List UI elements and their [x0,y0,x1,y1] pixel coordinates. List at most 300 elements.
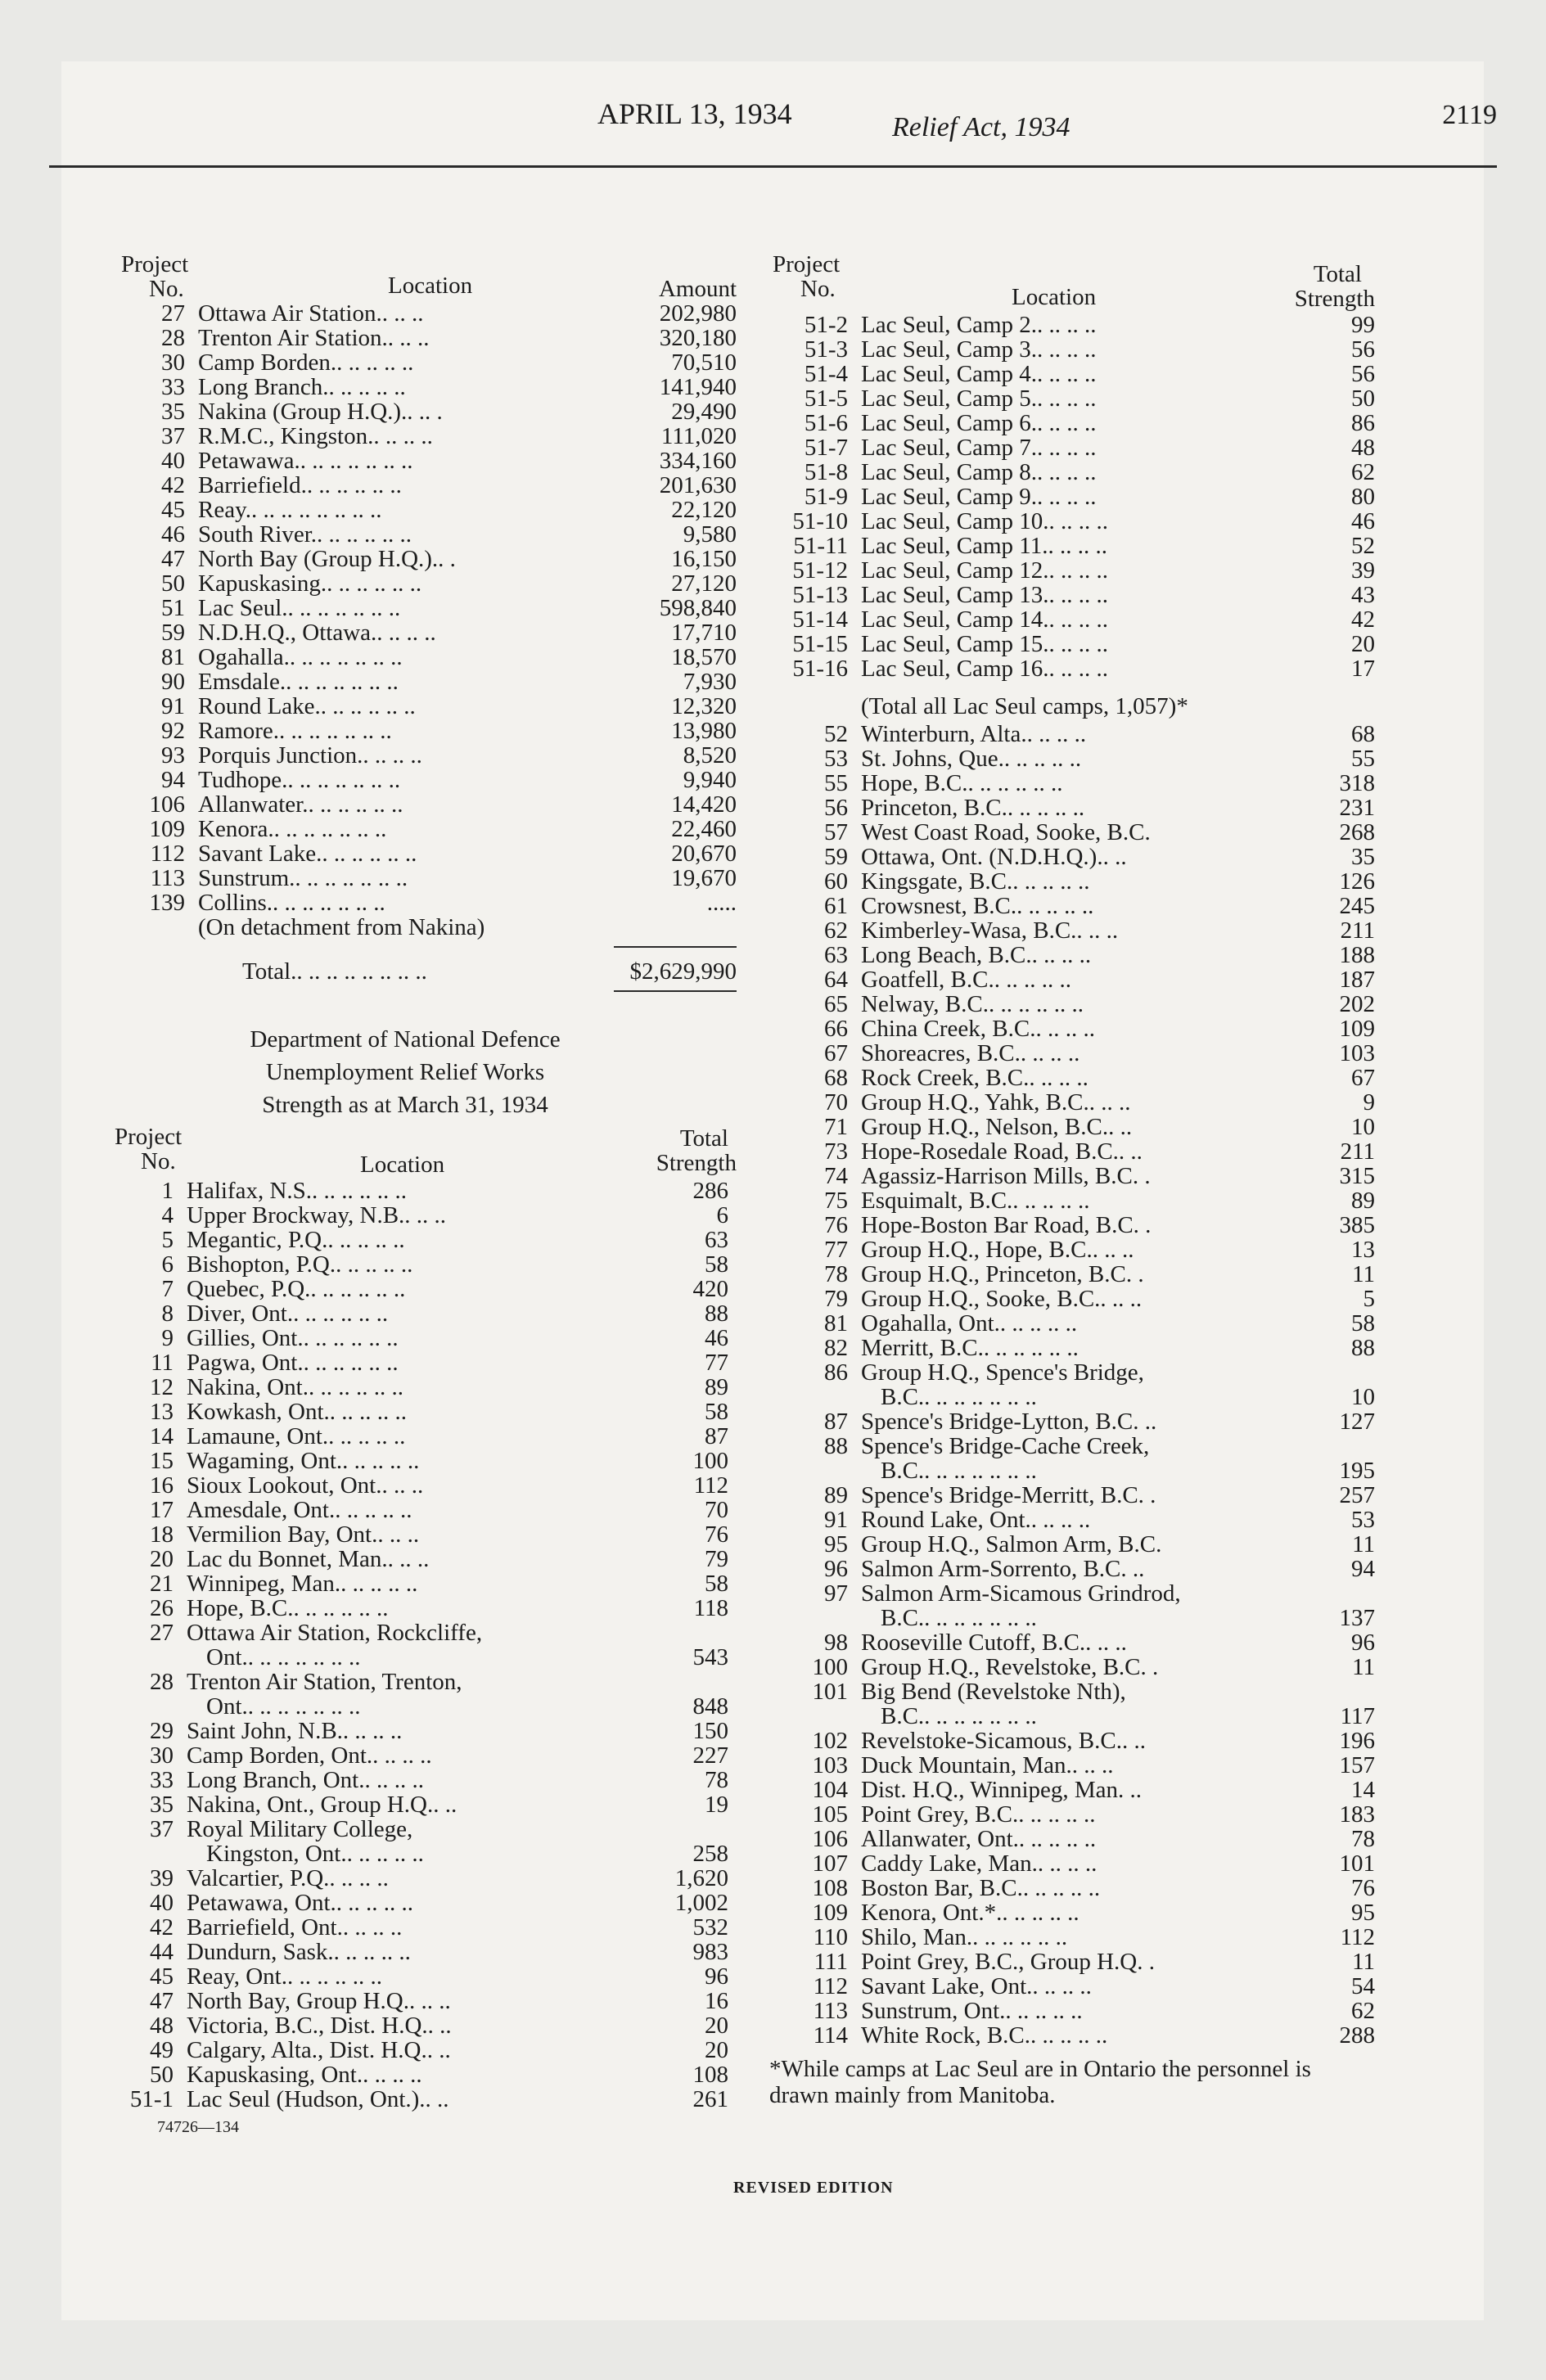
location: Salmon Arm-Sorrento, B.C. .. [861,1557,1145,1581]
strength-row [769,485,1375,509]
amount-row [115,817,737,841]
strength-row [769,2023,1375,2048]
strength-value: 315 [1339,1163,1375,1189]
strength-value: 96 [705,1963,728,1990]
amount-value: 202,980 [659,300,737,327]
strength-value: 13 [1351,1237,1375,1263]
strength-row [115,1424,728,1449]
left-column [115,252,737,2137]
col-location-label: Location [388,273,473,299]
dept-heading [115,1023,737,1121]
strength-row [769,313,1375,337]
project-number: 111 [814,1949,848,1975]
strength-value: 17 [1351,656,1375,682]
strength-value: 258 [692,1841,728,1867]
amount-value: 598,840 [659,595,737,621]
strength-value: 56 [1351,336,1375,363]
total-label: Total.. .. .. .. .. .. .. .. [242,959,427,984]
location: Reay, Ont.. .. .. .. .. .. [187,1964,382,1989]
strength-value: 5 [1363,1286,1375,1312]
project-number: 101 [812,1679,848,1705]
project-number: 15 [150,1448,174,1474]
strength-row [769,1360,1375,1409]
strength-value: 9 [1363,1089,1375,1116]
project-number: 4 [161,1202,174,1228]
strength-row [769,967,1375,992]
right-col-location-label: Location [1012,284,1097,310]
location: Kenora.. .. .. .. .. .. .. [198,817,387,841]
location: Kowkash, Ont.. .. .. .. .. [187,1400,408,1424]
right-table-header [769,251,1375,312]
strength-row [115,1301,728,1326]
project-number: 21 [150,1571,174,1597]
strength-row [115,1792,728,1817]
strength-col-project-label: Project [115,1124,183,1150]
project-number: 139 [149,890,185,916]
location: Lac Seul.. .. .. .. .. .. .. [198,596,401,620]
location: Boston Bar, B.C.. .. .. .. .. [861,1876,1101,1900]
location: Wagaming, Ont.. .. .. .. .. [187,1449,420,1473]
strength-value: 11 [1352,1949,1375,1975]
amount-row [115,547,737,571]
project-number: 51-3 [804,336,848,363]
project-number: 18 [150,1521,174,1548]
project-number: 114 [813,2022,848,2049]
strength-row [115,1252,728,1277]
location: Lac Seul (Hudson, Ont.).. .. [187,2087,449,2112]
strength-table-header [115,1125,737,1179]
location: Lac Seul, Camp 9.. .. .. .. [861,485,1097,509]
strength-value: 318 [1339,770,1375,796]
strength-row [115,1866,728,1891]
strength-value: 109 [1339,1016,1375,1042]
strength-row [769,894,1375,918]
project-number: 113 [813,1998,848,2024]
strength-row [115,1964,728,1989]
right-col-strength-label: Strength [1294,286,1375,312]
location: Megantic, P.Q.. .. .. .. .. [187,1228,405,1252]
strength-value: 96 [1351,1629,1375,1656]
strength-value: 53 [1351,1507,1375,1533]
location: Sioux Lookout, Ont.. .. .. [187,1473,424,1498]
project-number: 27 [161,300,185,327]
location: Pagwa, Ont.. .. .. .. .. .. [187,1350,399,1375]
location: Group H.Q., Princeton, B.C. . [861,1262,1144,1287]
strength-row [115,2062,728,2087]
project-number: 49 [150,2037,174,2063]
project-number: 66 [824,1016,848,1042]
location: Lac Seul, Camp 7.. .. .. .. [861,435,1097,460]
location: Vermilion Bay, Ont.. .. .. [187,1522,420,1547]
project-number: 76 [824,1212,848,1238]
strength-col-no-label: No. [141,1148,176,1174]
location: Lac Seul, Camp 6.. .. .. .. [861,411,1097,435]
location: Amesdale, Ont.. .. .. .. .. [187,1498,412,1522]
project-number: 51-4 [804,361,848,387]
strength-value: 385 [1339,1212,1375,1238]
strength-row [115,2087,728,2112]
project-number: 102 [812,1728,848,1754]
strength-value: 1,620 [674,1865,728,1891]
location: Nakina, Ont.. .. .. .. .. .. [187,1375,403,1400]
strength-value: 16 [705,1988,728,2014]
project-number: 16 [150,1472,174,1499]
project-number: 107 [812,1850,848,1877]
strength-row [115,1817,728,1866]
location: Hope, B.C.. .. .. .. .. .. [187,1596,389,1620]
strength-value: 127 [1339,1409,1375,1435]
project-number: 70 [824,1089,848,1116]
total-rule [614,946,737,948]
strength-value: 58 [1351,1310,1375,1336]
strength-value: 848 [692,1693,728,1720]
col-project-label: Project [121,251,189,277]
strength-value: 150 [692,1718,728,1744]
amount-row [115,375,737,399]
strength-row [769,722,1375,746]
project-number: 11 [151,1350,174,1376]
location: North Bay, Group H.Q.. .. .. [187,1989,451,2013]
strength-row [769,607,1375,632]
strength-row [769,1679,1375,1729]
strength-value: 42 [1351,606,1375,633]
strength-row [769,746,1375,771]
project-number: 67 [824,1040,848,1066]
strength-value: 420 [692,1276,728,1302]
strength-row [115,1719,728,1743]
amount-row [115,792,737,817]
location: Camp Borden, Ont.. .. .. .. [187,1743,432,1768]
project-number: 106 [812,1826,848,1852]
project-number: 47 [150,1988,174,2014]
right-col-total-label: Total [1313,261,1362,287]
project-number: 35 [161,399,185,425]
strength-row [769,1508,1375,1532]
location: Dundurn, Sask.. .. .. .. .. [187,1940,411,1964]
location: Nakina, Ont., Group H.Q.. .. [187,1792,457,1817]
project-number: 9 [161,1325,174,1351]
strength-row [769,1753,1375,1778]
strength-value: 87 [705,1423,728,1449]
project-number: 51-6 [804,410,848,436]
project-number: 93 [161,742,185,769]
project-number: 42 [161,472,185,498]
strength-value: 11 [1352,1531,1375,1557]
strength-row [769,1778,1375,1802]
project-number: 59 [161,620,185,646]
strength-col-location-label: Location [360,1152,445,1178]
location: Group H.Q., Revelstoke, B.C. . [861,1655,1159,1679]
strength-row [769,1164,1375,1188]
strength-value: 20 [705,2013,728,2039]
project-number: 63 [824,942,848,968]
strength-row [769,1729,1375,1753]
project-number: 56 [824,795,848,821]
amount-row [115,841,737,866]
strength-row [769,1655,1375,1679]
project-number: 74 [824,1163,848,1189]
location-line2: Ont.. .. .. .. .. .. .. [206,1644,361,1670]
left-table-header [115,252,737,301]
location: Lac Seul, Camp 15.. .. .. .. [861,632,1109,656]
strength-row [769,656,1375,681]
project-number: 88 [824,1433,848,1459]
location: Quebec, P.Q.. .. .. .. .. .. [187,1277,406,1301]
location: Halifax, N.S.. .. .. .. .. .. [187,1179,408,1203]
location [848,1434,1340,1483]
strength-value: 88 [705,1300,728,1327]
project-number: 65 [824,991,848,1017]
location: Petawawa, Ont.. .. .. .. .. [187,1891,414,1915]
strength-value: 80 [1351,484,1375,510]
amount-row [115,301,737,326]
project-number: 26 [150,1595,174,1621]
strength-value: 19 [705,1792,728,1818]
project-number: 1 [161,1178,174,1204]
strength-value: 48 [1351,435,1375,461]
strength-value: 14 [1351,1777,1375,1803]
location: Saint John, N.B.. .. .. .. [187,1719,403,1743]
project-number: 105 [812,1801,848,1828]
strength-value: 46 [1351,508,1375,534]
project-number: 39 [150,1865,174,1891]
strength-value: 188 [1339,942,1375,968]
amount-value: 14,420 [671,791,737,818]
strength-row [769,1802,1375,1827]
strength-value: 56 [1351,361,1375,387]
strength-value: 10 [1351,1114,1375,1140]
strength-value: 103 [1339,1040,1375,1066]
strength-value: 10 [1351,1384,1375,1410]
project-number: 40 [150,1890,174,1916]
strength-value: 76 [705,1521,728,1548]
strength-row [769,796,1375,820]
location: Revelstoke-Sicamous, B.C.. .. [861,1729,1146,1753]
location: Lac Seul, Camp 5.. .. .. .. [861,386,1097,411]
project-number: 87 [824,1409,848,1435]
strength-row [769,337,1375,362]
location: Agassiz-Harrison Mills, B.C. . [861,1164,1151,1188]
detachment-note-row [115,915,737,940]
amount-value: 13,980 [671,718,737,744]
strength-row [769,583,1375,607]
project-number: 55 [824,770,848,796]
strength-row [115,1940,728,1964]
amount-row [115,719,737,743]
project-number: 42 [150,1914,174,1941]
location: Point Grey, B.C., Group H.Q. . [861,1950,1156,1974]
location: Crowsnest, B.C.. .. .. .. .. [861,894,1094,918]
strength-value: 117 [1340,1703,1375,1729]
strength-row [115,1547,728,1571]
strength-value: 58 [705,1571,728,1597]
strength-row [769,1262,1375,1287]
strength-value: 67 [1351,1065,1375,1091]
location: Winnipeg, Man.. .. .. .. .. [187,1571,418,1596]
project-number: 113 [150,865,185,891]
project-number: 103 [812,1752,848,1778]
strength-value: 79 [705,1546,728,1572]
project-number: 57 [824,819,848,845]
location: Shoreacres, B.C.. .. .. .. [861,1041,1080,1066]
strength-value: 211 [1340,1138,1375,1165]
project-number: 5 [161,1227,174,1253]
project-number: 108 [812,1875,848,1901]
amount-value: 12,320 [671,693,737,719]
location: Kingsgate, B.C.. .. .. .. .. [861,869,1090,894]
strength-row [769,1483,1375,1508]
strength-value: 112 [1340,1924,1375,1950]
strength-value: 196 [1339,1728,1375,1754]
amount-row [115,571,737,596]
strength-row [769,1581,1375,1630]
amount-value: 334,160 [659,448,737,474]
strength-value: 202 [1339,991,1375,1017]
project-number: 91 [161,693,185,719]
strength-row [115,1620,728,1670]
strength-row [769,1557,1375,1581]
strength-value: 78 [705,1767,728,1793]
location: Point Grey, B.C.. .. .. .. .. [861,1802,1096,1827]
strength-row [769,1630,1375,1655]
strength-row [769,509,1375,534]
strength-value: 195 [1339,1458,1375,1484]
strength-value: 20 [705,2037,728,2063]
location-line1: Spence's Bridge-Cache Creek, [861,1434,1150,1459]
location: Long Beach, B.C.. .. .. .. [861,943,1092,967]
amount-value: 19,670 [671,865,737,891]
strength-row [769,1311,1375,1336]
location-line1: Salmon Arm-Sicamous Grindrod, [861,1581,1181,1607]
location: South River.. .. .. .. .. .. [198,522,412,547]
project-number: 51-11 [793,533,848,559]
strength-value: 95 [1351,1900,1375,1926]
strength-row [769,386,1375,411]
project-number: 91 [824,1507,848,1533]
location: Kenora, Ont.*.. .. .. .. .. [861,1900,1079,1925]
strength-value: 58 [705,1399,728,1425]
location: Reay.. .. .. .. .. .. .. .. [198,498,382,522]
project-number: 13 [150,1399,174,1425]
strength-value: 88 [1351,1335,1375,1361]
project-number: 20 [150,1546,174,1572]
location: Kapuskasing.. .. .. .. .. .. [198,571,422,596]
strength-row [115,1596,728,1620]
left-table-rows [115,301,737,915]
strength-value: 68 [1351,721,1375,747]
project-number: 6 [161,1251,174,1278]
amount-value: 320,180 [659,325,737,351]
right-col-no-label: No. [800,276,836,302]
strength-value: 157 [1339,1752,1375,1778]
location: Lac Seul, Camp 10.. .. .. .. [861,509,1109,534]
strength-row [115,1449,728,1473]
project-number: 109 [812,1900,848,1926]
amount-row [115,498,737,522]
location: Petawawa.. .. .. .. .. .. .. [198,449,413,473]
strength-row [115,1670,728,1719]
amount-row [115,768,737,792]
location: Barriefield.. .. .. .. .. .. [198,473,402,498]
strength-row [769,1999,1375,2023]
strength-value: 43 [1351,582,1375,608]
strength-value: 268 [1339,819,1375,845]
strength-row [115,1989,728,2013]
location: Lac Seul, Camp 12.. .. .. .. [861,558,1109,583]
project-number: 51-7 [804,435,848,461]
strength-row [115,1179,728,1203]
strength-row [769,411,1375,435]
amount-row [115,890,737,915]
location: Upper Brockway, N.B.. .. .. [187,1203,447,1228]
location: Merritt, B.C.. .. .. .. .. .. [861,1336,1079,1360]
project-number: 92 [161,718,185,744]
strength-row [115,1203,728,1228]
strength-value: 261 [692,2086,728,2112]
strength-value: 58 [705,1251,728,1278]
footnote: *While camps at Lac Seul are in Ontario the personnel is drawn mainly from Manitoba. [769,2056,1311,2108]
strength-value: 183 [1339,1801,1375,1828]
location: Spence's Bridge-Lytton, B.C. .. [861,1409,1157,1434]
location: China Creek, B.C.. .. .. .. [861,1016,1095,1041]
col-no-label: No. [149,276,184,302]
location: Barriefield, Ont.. .. .. .. [187,1915,403,1940]
strength-value: 54 [1351,1973,1375,1999]
amount-value: 7,930 [683,669,737,695]
strength-row [115,1228,728,1252]
strength-value: 63 [705,1227,728,1253]
strength-value: 1,002 [674,1890,728,1916]
strength-row [115,1277,728,1301]
location [848,1679,1341,1729]
strength-value: 257 [1339,1482,1375,1508]
project-number: 61 [824,893,848,919]
amount-row [115,743,737,768]
strength-value: 76 [1351,1875,1375,1901]
strength-value: 245 [1339,893,1375,919]
strength-row [115,1473,728,1498]
amount-value: 17,710 [671,620,737,646]
strength-row [769,460,1375,485]
strength-value: 55 [1351,746,1375,772]
amount-value: 18,570 [671,644,737,670]
location: St. Johns, Que.. .. .. .. .. [861,746,1082,771]
project-number: 96 [824,1556,848,1582]
amount-value: 8,520 [683,742,737,769]
project-number: 51-2 [804,312,848,338]
location [848,1360,1351,1409]
strength-row [769,992,1375,1016]
location-line2: B.C.. .. .. .. .. .. .. [881,1384,1037,1409]
project-number: 51-13 [792,582,848,608]
strength-row [115,1891,728,1915]
strength-value: 112 [693,1472,728,1499]
strength-value: 11 [1352,1654,1375,1680]
strength-row [769,1066,1375,1090]
project-number: 48 [150,2013,174,2039]
header-date: APRIL 13, 1934 [597,97,792,130]
project-number: 45 [150,1963,174,1990]
location [174,1817,693,1866]
strength-value: 11 [1352,1261,1375,1287]
strength-row [769,1237,1375,1262]
amount-value: 70,510 [671,349,737,376]
right-col-project-label: Project [773,251,841,277]
location: Lac Seul, Camp 16.. .. .. .. [861,656,1109,681]
project-number: 28 [161,325,185,351]
project-number: 95 [824,1531,848,1557]
location: Kimberley-Wasa, B.C.. .. .. [861,918,1119,943]
